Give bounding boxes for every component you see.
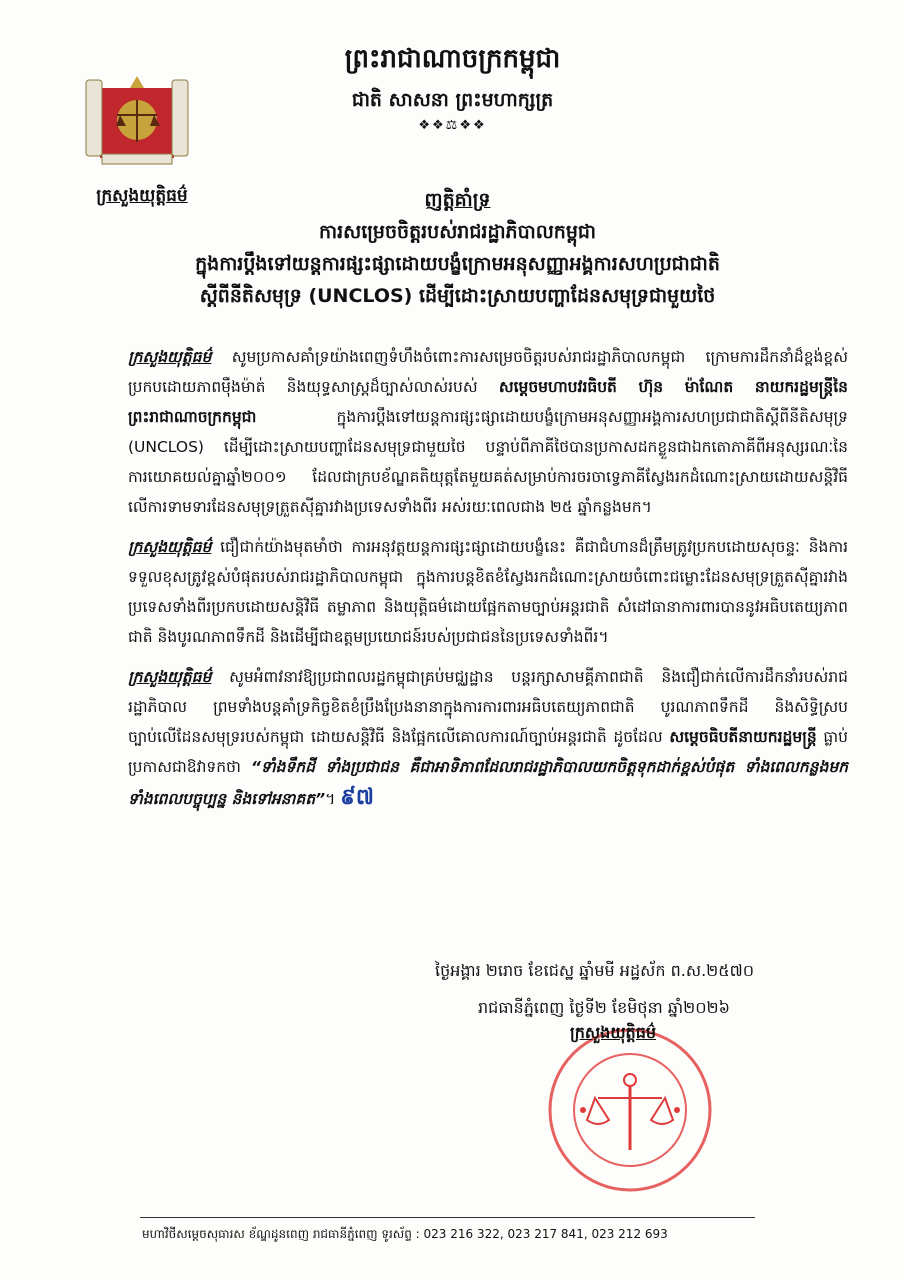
statement-body xyxy=(128,342,848,824)
paragraph-text: សូមអំពាវនាវឱ្យប្រជាពលរដ្ឋកម្ពុជាគ្រប់មជ្ឈដ្ឋាន បន្តរក្សាសាមគ្គីភាពជាតិ និងជឿជាក់លើការដឹកនាំរបស់រាជរដ្ឋាភិបាល ព្រមទាំងបន្តគាំទ្រកិច្ចខិតខំប្រឹងប្រែងនានាក្នុងការការពារអធិបតេយ្យភាពជាតិ បូរណភាពទឹកដី និងសិទ្ធិស្របច្បាប់លើដែនសមុទ្ររបស់កម្ពុជា ដោយសន្តិវិធី និងផ្អែកលើគោលការណ៍ច្បាប់អន្តរជាតិ ដូចដែល xyxy=(128,668,848,746)
footer-divider xyxy=(140,1217,755,1218)
quotation: “ទាំងទឹកដី ទាំងប្រជាជន គឺជាអាទិភាពដែលរាជរដ្ឋាភិបាលយកចិត្តទុកដាក់ខ្ពស់បំផុត ទាំងពេលកន្លងមក ទាំងពេលបច្ចុប្បន្ន និងទៅអនាគត” xyxy=(128,758,848,808)
paragraph-lead: ក្រសួងយុត្តិធម៌ xyxy=(128,348,212,366)
national-motto: ជាតិ សាសនា ព្រះមហាក្សត្រ xyxy=(351,89,554,111)
paragraph-3 xyxy=(128,662,848,814)
signatory-label: ក្រសួងយុត្តិធម៌ xyxy=(570,1023,657,1042)
heading-line-3: ស្តីពីនីតិសមុទ្រ (UNCLOS) ដើម្បីដោះស្រាយបញ្ហាដែនសមុទ្រជាមួយថៃ xyxy=(199,285,716,307)
heading-line-2: ក្នុងការប្តឹងទៅយន្តការផ្សះផ្សាដោយបង្ខំក្រោមអនុសញ្ញាអង្គការសហប្រជាជាតិ xyxy=(195,253,720,275)
prime-minister-name: សម្តេចមហាបវរធិបតី ហ៊ុន ម៉ាណែត នាយករដ្ឋមន្ត្រីនៃព្រះរាជាណាចក្រកម្ពុជា xyxy=(128,378,848,426)
paragraph-text: ជឿជាក់យ៉ាងមុតមាំថា ការអនុវត្តយន្តការផ្សះផ្សាដោយបង្ខំនេះ គឺជាជំហានដ៏ត្រឹមត្រូវប្រកបដោយសុចន្ទៈ និងការទទួលខុសត្រូវខ្ពស់បំផុតរបស់រាជរដ្ឋាភិបាលកម្ពុជា ក្នុងការបន្តខិតខំស្វែងរកដំណោះស្រាយចំពោះជម្លោះដែនសមុទ្រត្រួតស៊ីគ្នារវាងប្រទេសទាំងពីរប្រកបដោយសន្តិវិធី តម្លាភាព និងយុត្តិធម៌ដោយផ្អែកតាមច្បាប់អន្តរជាតិ សំដៅធានាការពារបាននូវអធិបតេយ្យភាពជាតិ និងបូរណភាពទឹកដី និងដើម្បីជាឧត្តមប្រយោជន៍របស់ប្រជាជននៃប្រទេសទាំងពីរ។ xyxy=(128,538,848,646)
lunar-date: ថ្ងៃអង្គារ ២រោច ខែជេស្ឋ ឆ្នាំមមី អដ្ឋស័ក ព.ស.២៥៧០ xyxy=(435,961,755,980)
official-seal xyxy=(543,1020,718,1195)
paragraph-1 xyxy=(128,342,848,522)
ministry-label: ក្រសួងយុត្តិធម៌ xyxy=(96,186,188,206)
handwritten-mark: ៩៧ xyxy=(340,784,374,810)
paragraph-end: ។ xyxy=(325,790,336,808)
heading-line-1: ការសម្រេចចិត្តរបស់រាជរដ្ឋាភិបាលកម្ពុជា xyxy=(318,221,597,243)
solar-date: រាជធានីភ្នំពេញ ថ្ងៃទី២ ខែមិថុនា ឆ្នាំ២០២៦ xyxy=(478,998,730,1017)
document-type: ញត្តិគាំទ្រ xyxy=(424,189,491,211)
paragraph-lead: ក្រសួងយុត្តិធម៌ xyxy=(128,538,212,556)
paragraph-text: ក្នុងការប្តឹងទៅយន្តការផ្សះផ្សាដោយបង្ខំក្រោមអនុសញ្ញាអង្គការសហប្រជាជាតិស្តីពីនីតិសមុទ្រ (UNCLOS) ដើម្បីដោះស្រាយបញ្ហាដែនសមុទ្រជាមួយថៃ បន្ទាប់ពីភាគីថៃបានប្រកាសដកខ្លួនជាឯកតោភាគីពីអនុស្សរណៈនៃការយោគយល់គ្នាឆ្នាំ២០០១ ដែលជាក្របខ័ណ្ឌគតិយុត្តតែមួយគត់សម្រាប់ការចរចាទ្វេភាគីស្វែងរកដំណោះស្រាយដោយសន្តិវិធីលើការទាមទារដែនសមុទ្រត្រួតស៊ីគ្នារវាងប្រទេសទាំងពីរ អស់រយៈពេលជាង ២៥ ឆ្នាំកន្លងមក។ xyxy=(128,408,848,516)
footer-address: មហាវិថីសម្តេចសុធារស ខ័ណ្ឌដូនពេញ រាជធានីភ្នំពេញ ទូរស័ព្ទ : 023 216 322, 023 217 841, 023 212 693 xyxy=(142,1227,668,1241)
paragraph-2 xyxy=(128,532,848,652)
ornament: ❖❖⚖❖❖ xyxy=(418,118,487,133)
prime-minister-title: សម្តេចធិបតីនាយករដ្ឋមន្ត្រី xyxy=(669,728,817,746)
paragraph-text: ធ្លាប់ប្រកាសជាឱវាទកថា xyxy=(128,728,848,776)
kingdom-title: ព្រះរាជាណាចក្រកម្ពុជា xyxy=(344,44,561,74)
paragraph-lead: ក្រសួងយុត្តិធម៌ xyxy=(128,668,212,686)
paragraph-text: សូមប្រកាសគាំទ្រយ៉ាងពេញទំហឹងចំពោះការសម្រេចចិត្តរបស់រាជរដ្ឋាភិបាលកម្ពុជា ក្រោមការដឹកនាំដ៏ខ្ពង់ខ្ពស់ប្រកបដោយភាពម៉ឺងម៉ាត់ និងយុទ្ធសាស្ត្រដ៏ច្បាស់លាស់របស់ xyxy=(128,348,848,396)
document-headings xyxy=(70,184,845,312)
